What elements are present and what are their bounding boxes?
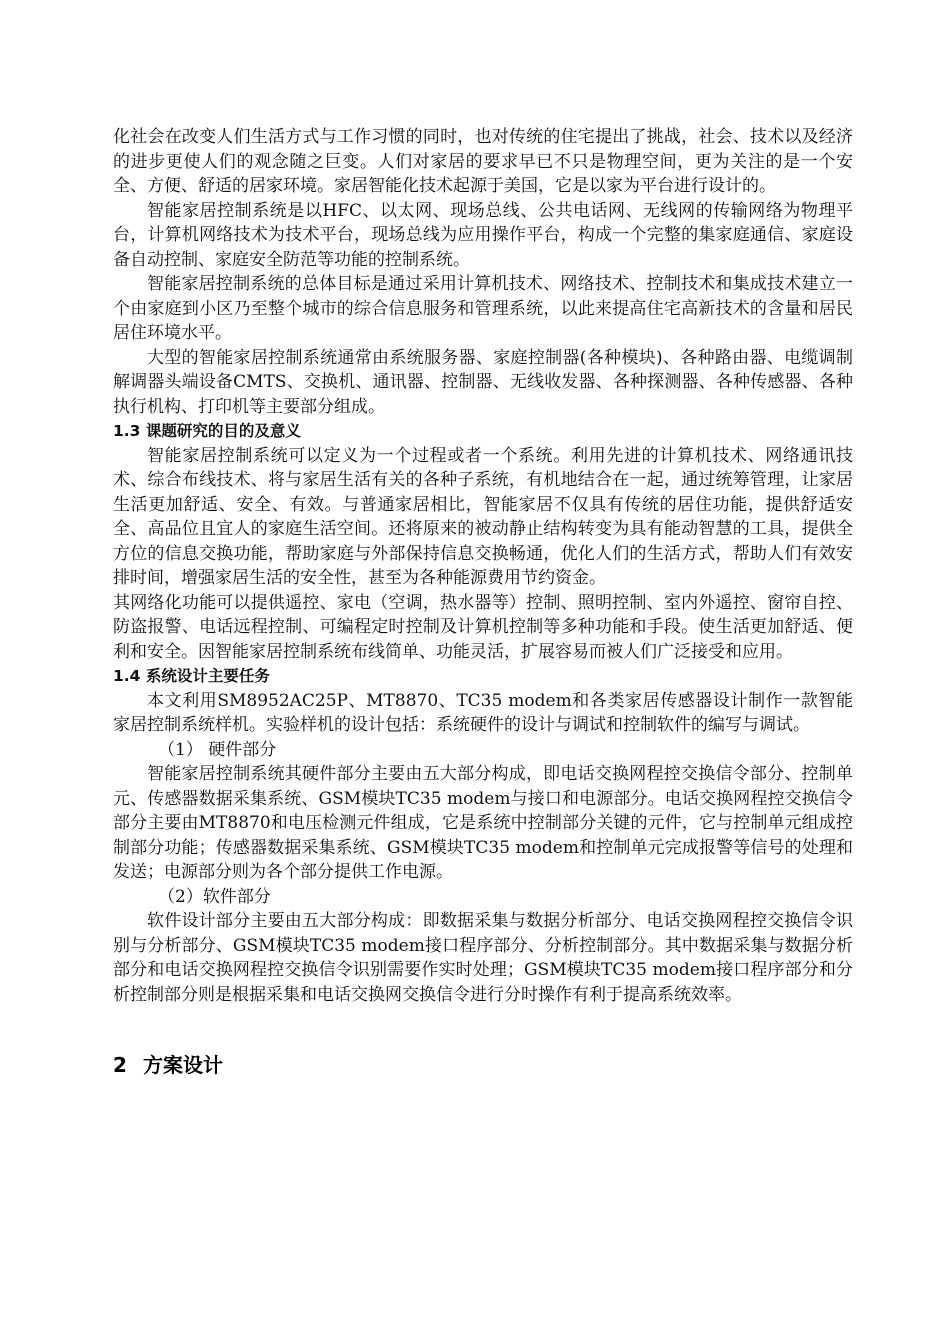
paragraph-software: 软件设计部分主要由五大部分构成：即数据采集与数据分析部分、电话交换网程控交换信令识别与分析部分、GSM模块TC35 modem接口程序部分、分析控制部分。其中数据采集与数据分析部分和电话交换网程控交换信令识别需要作实时处理；GSM模块TC35 modem接口程序部分和分析控制部分则是根据采集和电话交换网交换信令进行分时操作有利于提高系统效率。 [113, 911, 853, 1005]
section-heading-1-4: 1.4 系统设计主要任务 [113, 667, 270, 685]
paragraph-tasks: 本文利用SM8952AC25P、MT8870、TC35 modem和各类家居传感器设计制作一款智能家居控制系统样机。实验样机的设计包括：系统硬件的设计与调试和控制软件的编写与调试。 [113, 690, 853, 735]
paragraph-network-functions: 其网络化功能可以提供遥控、家电（空调，热水器等）控制、照明控制、室内外遥控、窗帘自控、防盗报警、电话远程控制、可编程定时控制及计算机控制等多种功能和手段。使生活更加舒适、便利和安全。因智能家居控制系统布线简单、功能灵活，扩展容易而被人们广泛接受和应用。 [113, 592, 853, 662]
chapter-title: 方案设计 [143, 1053, 223, 1077]
list-item-hardware: （1） 硬件部分 [158, 739, 277, 760]
document-body [113, 125, 853, 1079]
paragraph-hardware: 智能家居控制系统其硬件部分主要由五大部分构成，即电话交换网程控交换信令部分、控制单元、传感器数据采集系统、GSM模块TC35 modem与接口和电源部分。电话交换网程控交换信令部分主要由MT8870和电压检测元件组成，它是系统中控制部分关键的元件，它与控制单元组成控制部分功能；传感器数据采集系统、GSM模块TC35 modem和控制单元完成报警等信号的处理和发送；电源部分则为各个部分提供工作电源。 [113, 764, 853, 882]
section-heading-1-3: 1.3 课题研究的目的及意义 [113, 422, 301, 440]
chapter-heading [113, 1051, 853, 1079]
chapter-number: 2 [113, 1053, 127, 1077]
paragraph-goal: 智能家居控制系统的总体目标是通过采用计算机技术、网络技术、控制技术和集成技术建立一个由家庭到小区乃至整个城市的综合信息服务和管理系统，以此来提高住宅高新技术的含量和居民居住环境水平。 [113, 274, 853, 343]
paragraph-components: 大型的智能家居控制系统通常由系统服务器、家庭控制器(各种模块)、各种路由器、电缆调制解调器头端设备CMTS、交换机、通讯器、控制器、无线收发器、各种探测器、各种传感器、各种执行机构、打印机等主要部分组成。 [113, 347, 853, 417]
paragraph-definition: 智能家居控制系统可以定义为一个过程或者一个系统。利用先进的计算机技术、网络通讯技术、综合布线技术、将与家居生活有关的各种子系统，有机地结合在一起，通过统筹管理，让家居生活更加舒适、安全、有效。与普通家居相比，智能家居不仅具有传统的居住功能，提供舒适安全、高品位且宜人的家庭生活空间。还将原来的被动静止结构转变为具有能动智慧的工具，提供全方位的信息交换功能，帮助家庭与外部保持信息交换畅通，优化人们的生活方式，帮助人们有效安排时间，增强家居生活的安全性，甚至为各种能源费用节约资金。 [113, 445, 853, 588]
paragraph-intro-continuation: 化社会在改变人们生活方式与工作习惯的同时，也对传统的住宅提出了挑战，社会、技术以及经济的进步更使人们的观念随之巨变。人们对家居的要求早已不只是物理空间，更为关注的是一个安全、方便、舒适的居家环境。家居智能化技术起源于美国，它是以家为平台进行设计的。 [113, 127, 853, 196]
paragraph-platform: 智能家居控制系统是以HFC、以太网、现场总线、公共电话网、无线网的传输网络为物理平台，计算机网络技术为技术平台，现场总线为应用操作平台，构成一个完整的集家庭通信、家庭设备自动控制、家庭安全防范等功能的控制系统。 [113, 200, 853, 270]
list-item-software: （2）软件部分 [158, 886, 271, 907]
